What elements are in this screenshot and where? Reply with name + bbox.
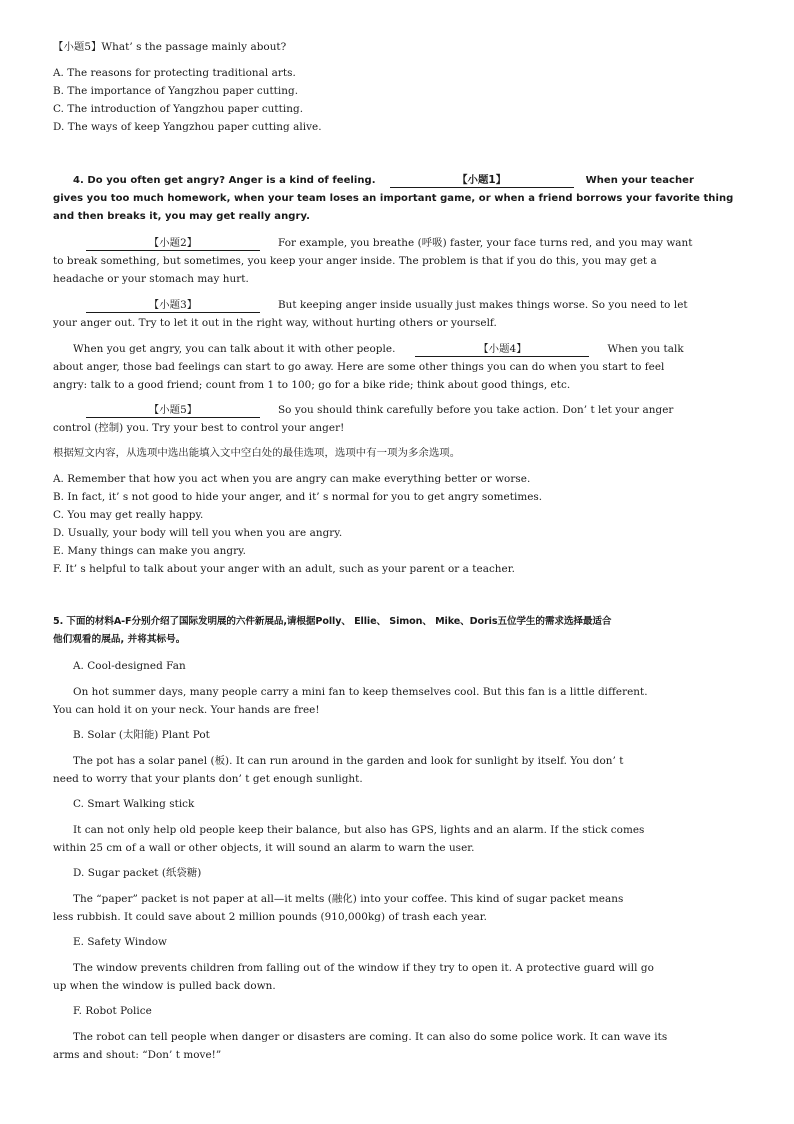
q4-para4-line3: angry: talk to a good friend; count from 1 to 100; go for a bike ride; think about good things, etc.	[53, 379, 571, 391]
q4-blank-3[interactable]: 【小题3】	[86, 299, 260, 313]
q4-para4-line2: about anger, those bad feelings can start to go away. Here are some other things you can do when you start to feel	[53, 361, 665, 373]
q4-intro-text: 4. Do you often get angry? Anger is a kind of feeling.	[73, 175, 376, 186]
q5-item-a-heading: A. Cool-designed Fan	[73, 660, 186, 672]
q5-item-d-heading: D. Sugar packet (纸袋糖)	[73, 867, 202, 879]
q5-title-line2: 他们观看的展品, 并将其标号。	[53, 634, 186, 645]
q3-sub5-option-b: B. The importance of Yangzhou paper cutting.	[53, 85, 299, 97]
q3-sub5-prompt: 【小题5】What’ s the passage mainly about?	[53, 41, 287, 53]
q5-item-d-line1: The “paper” packet is not paper at all—it melts (融化) into your coffee. This kind of sugar packet means	[73, 893, 624, 905]
q4-para2-line1	[53, 236, 745, 251]
q5-item-e-line1: The window prevents children from falling out of the window if they try to open it. A protective guard will go	[73, 962, 654, 974]
q4-para4-line1	[73, 342, 745, 357]
q5-item-e-line2: up when the window is pulled back down.	[53, 980, 276, 992]
q4-para3-line1	[53, 298, 745, 313]
q5-item-c-line2: within 25 cm of a wall or other objects, it will sound an alarm to warn the user.	[53, 842, 475, 854]
q4-blank-5[interactable]: 【小题5】	[86, 404, 260, 418]
q4-para5-line1	[53, 403, 745, 418]
q4-para3-line2: your anger out. Try to let it out in the right way, without hurting others or yourself.	[53, 317, 497, 329]
q4-intro-continue: When your teacher	[585, 175, 694, 186]
q4-para5-line2: control (控制) you. Try your best to control your anger!	[53, 422, 345, 434]
q5-item-b-heading: B. Solar (太阳能) Plant Pot	[73, 729, 210, 741]
q4-para5-text: So you should think carefully before you take action. Don’ t let your anger	[278, 404, 674, 416]
q4-blank-2[interactable]: 【小题2】	[86, 237, 260, 251]
q4-option-f: F. It’ s helpful to talk about your anger with an adult, such as your parent or a teacher.	[53, 563, 515, 575]
q5-item-a-line2: You can hold it on your neck. Your hands are free!	[53, 704, 320, 716]
q4-instruction: 根据短文内容，从选项中选出能填入文中空白处的最佳选项，选项中有一项为多余选项。	[53, 447, 461, 459]
q4-intro-line3: and then breaks it, you may get really angry.	[53, 211, 310, 222]
q5-item-c-line1: It can not only help old people keep their balance, but also has GPS, lights and an alarm. If the stick comes	[73, 824, 645, 836]
q5-item-b-line1: The pot has a solar panel (板). It can run around in the garden and look for sunlight by itself. You don’ t	[73, 755, 624, 767]
q4-para3-text: But keeping anger inside usually just makes things worse. So you need to let	[278, 299, 688, 311]
q4-para4-text: When you get angry, you can talk about it with other people.	[73, 343, 396, 355]
q4-option-c: C. You may get really happy.	[53, 509, 204, 521]
q4-option-e: E. Many things can make you angry.	[53, 545, 246, 557]
q4-para2-text: For example, you breathe (呼吸) faster, your face turns red, and you may want	[278, 237, 693, 249]
q4-para2-line2: to break something, but sometimes, you keep your anger inside. The problem is that if you do this, you may get a	[53, 255, 657, 267]
q5-item-e-heading: E. Safety Window	[73, 936, 167, 948]
q4-option-b: B. In fact, it’ s not good to hide your anger, and it’ s normal for you to get angry sometimes.	[53, 491, 543, 503]
q5-title-line1: 5. 下面的材料A-F分别介绍了国际发明展的六件新展品,请根据Polly、 Ellie、 Simon、 Mike、Doris五位学生的需求选择最适合	[53, 616, 612, 627]
q5-item-b-line2: need to worry that your plants don’ t get enough sunlight.	[53, 773, 363, 785]
q5-item-a-line1: On hot summer days, many people carry a mini fan to keep themselves cool. But this fan is a little different.	[73, 686, 648, 698]
q5-item-f-line1: The robot can tell people when danger or disasters are coming. It can also do some police work. It can wave its	[73, 1031, 668, 1043]
q4-intro-line1	[73, 174, 745, 188]
q4-intro-line2: gives you too much homework, when your team loses an important game, or when a friend borrows your favorite thing	[53, 193, 734, 204]
q5-item-f-line2: arms and shout: “Don’ t move!”	[53, 1049, 222, 1061]
q3-sub5-option-d: D. The ways of keep Yangzhou paper cutting alive.	[53, 121, 322, 133]
q5-item-d-line2: less rubbish. It could save about 2 million pounds (910,000kg) of trash each year.	[53, 911, 487, 923]
q4-option-d: D. Usually, your body will tell you when you are angry.	[53, 527, 343, 539]
q5-item-f-heading: F. Robot Police	[73, 1005, 152, 1017]
q4-option-a: A. Remember that how you act when you are angry can make everything better or worse.	[53, 473, 531, 485]
q3-sub5-option-c: C. The introduction of Yangzhou paper cutting.	[53, 103, 304, 115]
q3-sub5-option-a: A. The reasons for protecting traditional arts.	[53, 67, 296, 79]
q4-para4-continue: When you talk	[607, 343, 684, 355]
q4-blank-1[interactable]: 【小题1】	[390, 174, 574, 188]
q4-blank-4[interactable]: 【小题4】	[415, 343, 589, 357]
q5-item-c-heading: C. Smart Walking stick	[73, 798, 195, 810]
q4-para2-line3: headache or your stomach may hurt.	[53, 273, 249, 285]
